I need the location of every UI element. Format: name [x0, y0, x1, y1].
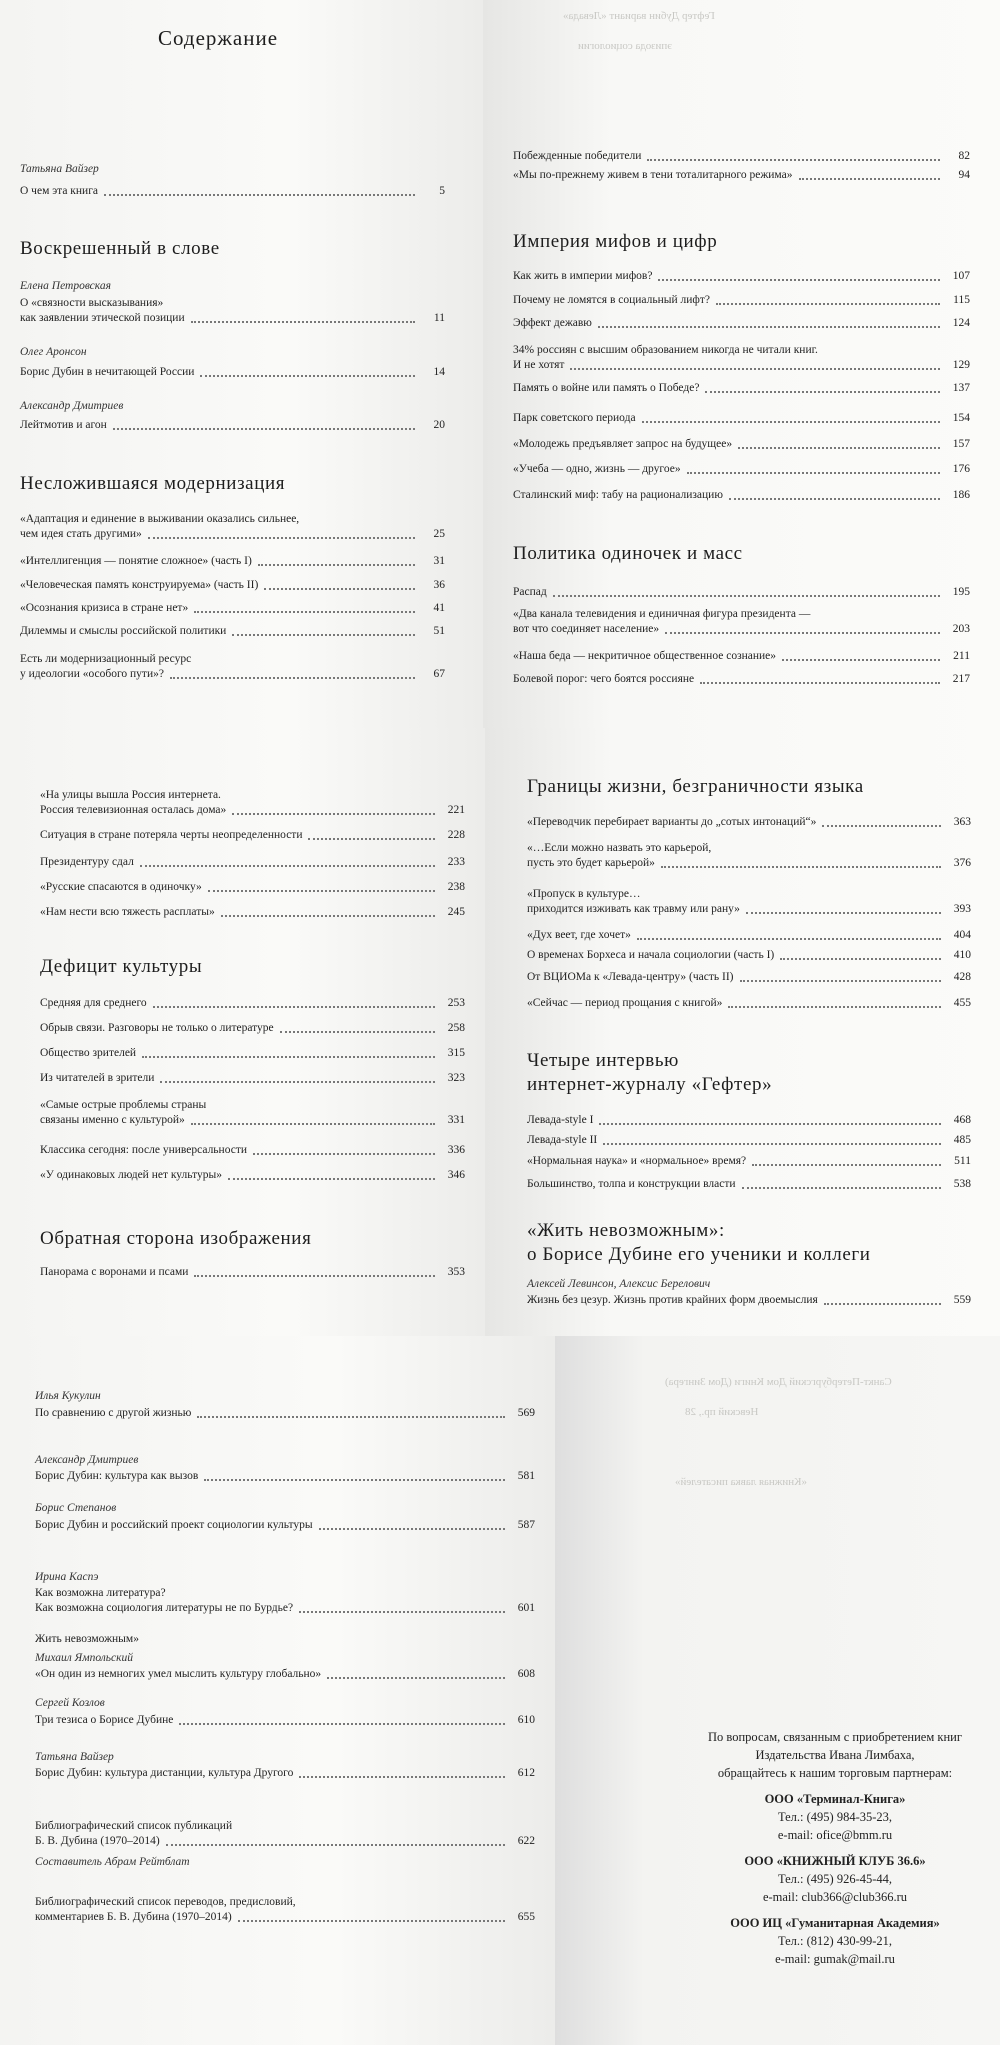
leader-dots: [232, 813, 435, 815]
entry-title-line: Есть ли модернизационный ресурс: [20, 653, 192, 665]
contact-intro-1: По вопросам, связанным с приобретением книг: [708, 1730, 962, 1744]
leader-dots: [570, 368, 940, 370]
entry-title: Большинство, толпа и конструкции власти: [527, 1178, 736, 1190]
page-number: 581: [517, 1470, 535, 1482]
author-2: Александр Дмитриев: [20, 400, 124, 412]
entry-title: Дилеммы и смыслы российской политики: [20, 625, 227, 637]
page-number: 315: [447, 1047, 465, 1059]
leader-dots: [221, 915, 435, 917]
toc-entry-p2l-top-2[interactable]: [40, 855, 465, 870]
toc-entry-sec2-0[interactable]: [20, 512, 445, 542]
leader-dots: [191, 1123, 435, 1125]
page-number: 25: [433, 528, 445, 540]
entry-title: Обрыв связи. Разговоры не только о литературе: [40, 1022, 274, 1034]
leader-dots: [553, 595, 940, 597]
page-number: 511: [954, 1155, 971, 1167]
toc-entry-sec5-1[interactable]: [40, 1021, 465, 1036]
subheading-zhit: Жить невозможным»: [35, 1633, 139, 1645]
entry-title-line: 34% россиян с высшим образованием никогда не читали книг.: [513, 344, 818, 356]
entry-title: «Молодежь предъявляет запрос на будущее»: [513, 438, 733, 450]
page-number: 176: [952, 463, 970, 475]
toc-entry-sec5-0[interactable]: [40, 996, 465, 1011]
toc-title: Содержание: [158, 26, 279, 50]
toc-entry-sec7-1[interactable]: [527, 841, 971, 871]
leader-dots: [204, 1479, 505, 1481]
entry-title: «Человеческая память конструируема» (часть II): [20, 579, 259, 591]
entry-title: приходится изживать как травму или рану»: [527, 903, 740, 915]
entry-title: Средняя для среднего: [40, 997, 147, 1009]
toc-entry-sec5-6[interactable]: [40, 1168, 465, 1183]
section-title-zhit-2: о Борисе Дубине его ученики и коллеги: [527, 1244, 871, 1265]
entry-title: комментариев Б. В. Дубина (1970–2014): [35, 1911, 232, 1923]
page-number: 11: [433, 312, 445, 324]
leader-dots: [194, 611, 415, 613]
entry-title: Левада-style I: [527, 1114, 594, 1126]
contact-intro-2: Издательства Ивана Лимбаха,: [755, 1748, 915, 1762]
entry-title: «Учеба — одно, жизнь — другое»: [513, 463, 681, 475]
leader-dots: [299, 1611, 505, 1613]
section-title-politika: Политика одиночек и масс: [513, 543, 743, 564]
page-number: 336: [447, 1144, 465, 1156]
toc-entry-p1r-top-0[interactable]: [513, 149, 970, 164]
toc-entry-sec3-8[interactable]: [513, 488, 970, 503]
section-title-imperiya: Империя мифов и цифр: [513, 231, 718, 252]
entry-title: Левада-style II: [527, 1134, 598, 1146]
toc-entry-sec3-7[interactable]: [513, 462, 970, 477]
leader-dots: [599, 1123, 941, 1125]
partner-1-name: ООО «Терминал-Книга»: [764, 1792, 906, 1806]
page-number: 253: [447, 997, 465, 1009]
page-number: 195: [952, 586, 970, 598]
entry-title: «Мы по-прежнему живем в тени тоталитарного режима»: [513, 169, 793, 181]
partner-1-email[interactable]: e-mail: ofice@bmm.ru: [777, 1828, 893, 1842]
entry-title-line: О «связности высказывания»: [20, 297, 164, 309]
toc-entry-sec4-3[interactable]: [513, 672, 970, 687]
page-number: 376: [953, 857, 971, 869]
leader-dots: [687, 472, 940, 474]
page-number: 610: [517, 1714, 535, 1726]
leader-dots: [197, 1416, 505, 1418]
toc-entry-sec9-0[interactable]: [527, 1293, 971, 1308]
page-number: 485: [953, 1134, 971, 1146]
toc-entry-sec8-1[interactable]: [527, 1133, 971, 1148]
entry-title-line: «Самые острые проблемы страны: [40, 1099, 207, 1111]
entry-title: связаны именно с культурой»: [40, 1114, 185, 1126]
toc-entry-p2l-top-4[interactable]: [40, 905, 465, 920]
entry-title-line: «Адаптация и единение в выживании оказались сильнее,: [20, 513, 300, 525]
leader-dots: [319, 1528, 505, 1530]
toc-entry-p3-4[interactable]: [35, 1667, 535, 1682]
leader-dots: [148, 537, 415, 539]
toc-entry-sec5-3[interactable]: [40, 1071, 465, 1086]
toc-entry-p2l-top-3[interactable]: [40, 880, 465, 895]
section-title-modernizatsiya: Несложившаяся модернизация: [20, 473, 286, 494]
entry-title: как заявлении этической позиции: [20, 312, 185, 324]
toc-entry-p3-5[interactable]: [35, 1713, 535, 1728]
toc-entry-sec7-4[interactable]: [527, 948, 971, 963]
entry-title: чем идея стать другими»: [20, 528, 142, 540]
author-p3-6: Татьяна Вайзер: [35, 1751, 114, 1763]
page-number: 5: [439, 185, 445, 197]
page-number: 115: [953, 294, 970, 306]
section-title-chetyre-2: интернет-журналу «Гефтер»: [527, 1074, 773, 1095]
entry-title: у идеологии «особого пути»?: [20, 668, 164, 680]
leader-dots: [642, 421, 940, 423]
leader-dots: [700, 682, 940, 684]
page-number: 154: [952, 412, 970, 424]
entry-title: Лейтмотив и агон: [20, 419, 107, 431]
toc-entry-p2l-top-0[interactable]: [40, 788, 465, 818]
toc-entry-sec4-2[interactable]: [513, 649, 970, 664]
bleed-through-text-4: Невский пр., 28: [685, 1406, 759, 1418]
entry-title: «Наша беда — некритичное общественное сознание»: [513, 650, 777, 662]
leader-dots: [280, 1031, 435, 1033]
author-p3-3: Ирина Каспэ: [35, 1571, 99, 1583]
entry-title: Побежденные победители: [513, 150, 642, 162]
toc-entry-p3-3[interactable]: [35, 1586, 535, 1616]
page-number: 559: [953, 1294, 971, 1306]
page-number: 203: [952, 623, 970, 635]
entry-title: И не хотят: [513, 359, 565, 371]
page-number: 129: [952, 359, 970, 371]
page-1-left: [0, 0, 483, 728]
toc-entry-sec2-5[interactable]: [20, 652, 445, 682]
leader-dots: [716, 303, 940, 305]
entry-title: Из читателей в зрители: [40, 1072, 155, 1084]
leader-dots: [799, 178, 941, 180]
page-number: 468: [953, 1114, 971, 1126]
entry-title: Три тезиса о Борисе Дубине: [35, 1714, 174, 1726]
leader-dots: [308, 838, 435, 840]
leader-dots: [160, 1081, 435, 1083]
entry-title: «Интеллигенция — понятие сложное» (часть I): [20, 555, 252, 567]
page-number: 363: [953, 816, 971, 828]
toc-entry-sec2-4[interactable]: [20, 624, 445, 639]
page-number: 587: [517, 1519, 535, 1531]
page-number: 211: [953, 650, 970, 662]
entry-title: Борис Дубин и российский проект социологии культуры: [35, 1519, 313, 1531]
leader-dots: [104, 194, 415, 196]
page-number: 538: [953, 1178, 971, 1190]
leader-dots: [142, 1056, 435, 1058]
toc-entry-sec2-1[interactable]: [20, 554, 445, 569]
page-number: 245: [447, 906, 465, 918]
page-number: 137: [952, 382, 970, 394]
page-number: 20: [433, 419, 445, 431]
page-number: 323: [447, 1072, 465, 1084]
entry-title-line: Как возможна литература?: [35, 1587, 166, 1599]
partner-3-email[interactable]: e-mail: gumak@mail.ru: [775, 1952, 895, 1966]
bleed-through-text-5: «Книжная лавка писателей»: [675, 1476, 807, 1488]
page-number: 455: [953, 997, 971, 1009]
page-number: 228: [447, 829, 465, 841]
bleed-through-text: Гефтер Дубин вариант «Левада»: [563, 10, 715, 22]
contact-intro-3: обращайтесь к нашим торговым партнерам:: [717, 1766, 953, 1780]
entry-title: «Нам нести всю тяжесть расплаты»: [40, 906, 215, 918]
toc-entry-p3-0[interactable]: [35, 1406, 535, 1421]
toc-entry-sec7-0[interactable]: [527, 815, 971, 830]
entry-title-line: «На улицы вышла Россия интернета.: [40, 789, 221, 801]
partner-1-phone: Тел.: (495) 984-35-23,: [777, 1810, 893, 1824]
page-number: 82: [958, 150, 970, 162]
leader-dots: [299, 1776, 505, 1778]
page-number: 94: [958, 169, 970, 181]
leader-dots: [191, 321, 415, 323]
toc-entry-sec7-3[interactable]: [527, 928, 971, 943]
leader-dots: [603, 1143, 941, 1145]
leader-dots: [264, 588, 415, 590]
leader-dots: [740, 980, 942, 982]
entry-title: О временах Борхеса и начала социологии (часть I): [527, 949, 775, 961]
partner-3-phone: Тел.: (812) 430-99-21,: [777, 1934, 893, 1948]
page-number: 124: [952, 317, 970, 329]
entry-title: Борис Дубин: культура как вызов: [35, 1470, 199, 1482]
leader-dots: [780, 958, 941, 960]
toc-entry-p3-7[interactable]: [35, 1819, 535, 1849]
entry-title-line: «Пропуск в культуре…: [527, 888, 641, 900]
page-number: 186: [952, 489, 970, 501]
page-number: 393: [953, 903, 971, 915]
toc-entry-sec7-6[interactable]: [527, 996, 971, 1011]
leader-dots: [194, 1275, 435, 1277]
leader-dots: [705, 391, 940, 393]
leader-dots: [232, 634, 415, 636]
partner-2-phone: Тел.: (495) 926-45-44,: [777, 1872, 893, 1886]
toc-entry-sec3-6[interactable]: [513, 437, 970, 452]
entry-title: Болевой порог: чего боятся россияне: [513, 673, 695, 685]
entry-title: Почему не ломятся в социальный лифт?: [513, 294, 710, 306]
toc-entry-sec5-4[interactable]: [40, 1098, 465, 1128]
entry-title: Б. В. Дубина (1970–2014): [35, 1835, 160, 1847]
entry-title: «Сейчас — период прощания с книгой»: [527, 997, 723, 1009]
leader-dots: [228, 1178, 435, 1180]
section-title-granitsy: Границы жизни, безграничности языка: [527, 776, 864, 797]
author-vaizer-intro: Татьяна Вайзер: [20, 163, 99, 175]
entry-title: «Дух веет, где хочет»: [527, 929, 631, 941]
toc-entry-p3-1[interactable]: [35, 1469, 535, 1484]
page-number: 107: [952, 270, 970, 282]
section-title-chetyre-1: Четыре интервью: [527, 1050, 679, 1071]
page-number: 331: [447, 1114, 465, 1126]
leader-dots: [729, 498, 940, 500]
entry-title: Борис Дубин в нечитающей России: [20, 366, 195, 378]
entry-title: Россия телевизионная осталась дома»: [40, 804, 227, 816]
bleed-through-text-3: Санкт-Петербургский Дом Книги (Дом Зингера): [665, 1376, 892, 1388]
entry-title-line: «Два канала телевидения и единичная фигура президента —: [513, 608, 811, 620]
toc-entry-sec1-2[interactable]: [20, 418, 445, 433]
toc-entry-sec3-5[interactable]: [513, 411, 970, 426]
author-1: Олег Аронсон: [20, 346, 87, 358]
author-p3-2: Борис Степанов: [35, 1502, 117, 1514]
entry-title: «Нормальная наука» и «нормальное» время?: [527, 1155, 747, 1167]
leader-dots: [179, 1723, 505, 1725]
leader-dots: [822, 825, 941, 827]
entry-title: пусть это будет карьерой»: [527, 857, 655, 869]
toc-entry-sec2-3[interactable]: [20, 601, 445, 616]
page-number: 36: [433, 579, 445, 591]
leader-dots: [658, 279, 940, 281]
toc-entry-p2l-top-1[interactable]: [40, 828, 465, 843]
toc-entry-sec3-4[interactable]: [513, 381, 970, 396]
entry-title: Эффект дежавю: [513, 317, 592, 329]
leader-dots: [166, 1844, 505, 1846]
toc-entry-sec7-2[interactable]: [527, 887, 971, 917]
toc-entry-p3-8[interactable]: [35, 1895, 535, 1925]
toc-entry-sec8-3[interactable]: [527, 1177, 971, 1192]
leader-dots: [661, 866, 941, 868]
toc-entry-sec3-3[interactable]: [513, 343, 970, 373]
partner-3-name: ООО ИЦ «Гуманитарная Академия»: [730, 1916, 940, 1930]
toc-entry-sec3-1[interactable]: [513, 293, 970, 308]
toc-entry-sec3-2[interactable]: [513, 316, 970, 331]
toc-entry-sec1-1[interactable]: [20, 365, 445, 380]
entry-title-line: Библиографический список переводов, предисловий,: [35, 1896, 296, 1908]
leader-dots: [140, 865, 435, 867]
entry-title: По сравнению с другой жизнью: [35, 1407, 192, 1419]
leader-dots: [153, 1006, 435, 1008]
entry-title: От ВЦИОМа к «Левада-центру» (часть II): [527, 971, 734, 983]
page-number: 51: [433, 625, 445, 637]
leader-dots: [637, 938, 941, 940]
partners-contact-block: [675, 1728, 995, 1968]
page-number: 410: [953, 949, 971, 961]
partner-2-name: ООО «КНИЖНЫЙ КЛУБ 36.6»: [744, 1854, 926, 1868]
page-number: 67: [433, 668, 445, 680]
toc-entry-sec6-0[interactable]: [40, 1265, 465, 1280]
page-number: 428: [953, 971, 971, 983]
page-number: 217: [952, 673, 970, 685]
leader-dots: [327, 1677, 505, 1679]
entry-title: Как жить в империи мифов?: [513, 270, 653, 282]
entry-title: «У одинаковых людей нет культуры»: [40, 1169, 222, 1181]
toc-entry-intro[interactable]: [20, 184, 445, 199]
leader-dots: [200, 375, 415, 377]
toc-entry-sec2-2[interactable]: [20, 578, 445, 593]
leader-dots: [253, 1153, 435, 1155]
toc-entry-sec7-5[interactable]: [527, 970, 971, 985]
authors-levinson-berelovich: Алексей Левинсон, Алексис Берелович: [527, 1278, 711, 1290]
leader-dots: [170, 677, 415, 679]
partner-2-email[interactable]: e-mail: club366@club366.ru: [762, 1890, 908, 1904]
page-number: 569: [517, 1407, 535, 1419]
toc-entry-sec3-0[interactable]: [513, 269, 970, 284]
leader-dots: [742, 1187, 941, 1189]
leader-dots: [752, 1164, 941, 1166]
page-number: 346: [447, 1169, 465, 1181]
page-number: 601: [517, 1602, 535, 1614]
entry-title: вот что соединяет население»: [513, 623, 660, 635]
page-number: 612: [517, 1767, 535, 1779]
leader-dots: [598, 326, 940, 328]
entry-title: Распад: [513, 586, 547, 598]
leader-dots: [208, 890, 435, 892]
page-number: 608: [517, 1668, 535, 1680]
page-number: 157: [952, 438, 970, 450]
leader-dots: [238, 1920, 505, 1922]
leader-dots: [738, 447, 940, 449]
toc-entry-sec5-5[interactable]: [40, 1143, 465, 1158]
leader-dots: [824, 1303, 941, 1305]
toc-entry-sec1-0[interactable]: [20, 296, 445, 326]
section-title-defitsit: Дефицит культуры: [40, 956, 203, 977]
page-number: 238: [447, 881, 465, 893]
section-title-zhit-1: «Жить невозможным»:: [527, 1220, 725, 1241]
toc-entry-sec8-2[interactable]: [527, 1154, 971, 1169]
leader-dots: [647, 159, 940, 161]
author-p3-1: Александр Дмитриев: [35, 1454, 139, 1466]
toc-entry-p3-2[interactable]: [35, 1518, 535, 1533]
entry-title-line: Библиографический список публикаций: [35, 1820, 233, 1832]
toc-entry-p1r-top-1[interactable]: [513, 168, 970, 183]
toc-entry-sec8-0[interactable]: [527, 1113, 971, 1128]
author-0: Елена Петровская: [20, 280, 111, 292]
entry-title: «Переводчик перебирает варианты до „сотых интонаций“»: [527, 816, 817, 828]
author-p3-4: Михаил Ямпольский: [35, 1652, 134, 1664]
page-number: 655: [517, 1911, 535, 1923]
section-title-voskreshennyi: Воскрешенный в слове: [20, 238, 220, 259]
leader-dots: [113, 428, 415, 430]
leader-dots: [782, 659, 940, 661]
entry-title: Президентуру сдал: [40, 856, 134, 868]
leader-dots: [728, 1006, 941, 1008]
page-number: 31: [433, 555, 445, 567]
page-number: 353: [447, 1266, 465, 1278]
toc-entry-sec5-2[interactable]: [40, 1046, 465, 1061]
toc-entry-p3-6[interactable]: [35, 1766, 535, 1781]
page-number: 258: [447, 1022, 465, 1034]
bleed-through-text-2: эпизода социологии: [578, 40, 672, 52]
entry-title-line: «…Если можно назвать это карьерой,: [527, 842, 712, 854]
compiler-reitblat: Составитель Абрам Рейтблат: [35, 1856, 190, 1868]
section-title-obratnaya: Обратная сторона изображения: [40, 1228, 312, 1249]
entry-title: Ситуация в стране потеряла черты неопределенности: [40, 829, 303, 841]
toc-entry-sec4-0[interactable]: [513, 585, 970, 600]
page-3-left: [0, 1336, 555, 2045]
page-number: 221: [447, 804, 465, 816]
entry-title: Классика сегодня: после универсальности: [40, 1144, 248, 1156]
toc-entry-sec4-1[interactable]: [513, 607, 970, 637]
author-p3-0: Илья Кукулин: [35, 1390, 101, 1402]
page-number: 233: [447, 856, 465, 868]
page-number: 14: [433, 366, 445, 378]
entry-title: Общество зрителей: [40, 1047, 137, 1059]
author-p3-5: Сергей Козлов: [35, 1697, 105, 1709]
leader-dots: [665, 632, 940, 634]
entry-title: «Русские спасаются в одиночку»: [40, 881, 202, 893]
entry-title: Сталинский миф: табу на рационализацию: [513, 489, 723, 501]
entry-title: Панорама с воронами и псами: [40, 1266, 189, 1278]
entry-title: О чем эта книга: [20, 185, 99, 197]
entry-title: Борис Дубин: культура дистанции, культура Другого: [35, 1767, 294, 1779]
page-number: 404: [953, 929, 971, 941]
entry-title: «Осознания кризиса в стране нет»: [20, 602, 189, 614]
entry-title: Парк советского периода: [513, 412, 636, 424]
leader-dots: [746, 912, 941, 914]
page-number: 622: [517, 1835, 535, 1847]
entry-title: Как возможна социология литературы не по Бурдье?: [35, 1602, 294, 1614]
page-number: 41: [433, 602, 445, 614]
entry-title: Память о войне или память о Победе?: [513, 382, 700, 394]
entry-title: «Он один из немногих умел мыслить культуру глобально»: [35, 1668, 322, 1680]
entry-title: Жизнь без цезур. Жизнь против крайних форм двоемыслия: [527, 1294, 818, 1306]
leader-dots: [258, 564, 415, 566]
